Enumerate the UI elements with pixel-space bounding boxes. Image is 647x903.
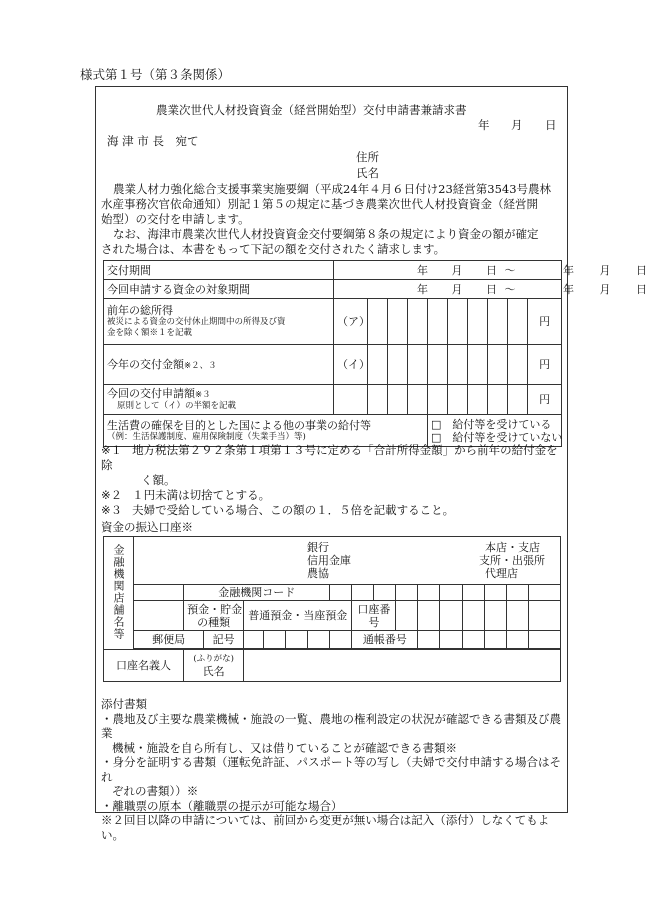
body-p2-l2: された場合は、本書をもって下記の額を交付されたく請求します。 [101, 242, 446, 256]
benefit-row [104, 415, 562, 447]
account-digit[interactable] [462, 601, 484, 631]
attachment-2-l1: ・身分を証明する書類（運転免許証、パスポート等の写し（夫婦で交付申請する場合はそれ [101, 755, 561, 784]
bank-table [103, 536, 561, 682]
digit-cell[interactable] [488, 299, 508, 345]
code-digit[interactable] [418, 585, 440, 601]
address-label: 住所 [356, 150, 379, 164]
body-p1-l3: 始型）の交付を申請します。 [101, 212, 250, 226]
code-digit[interactable] [462, 585, 484, 601]
holder-name-field[interactable] [244, 650, 561, 682]
blank-cell [134, 585, 184, 601]
prev-income-cell: 前年の総所得 被災による資金の交付休止期間中の所得及び資 金を除く額※１を記載 [104, 299, 334, 345]
digit-cell[interactable] [368, 299, 388, 345]
this-year-row [104, 345, 562, 385]
digit-cell[interactable] [448, 299, 468, 345]
digit-cell[interactable] [488, 345, 508, 385]
bank-type-2: 農協 [307, 567, 330, 580]
code-digit[interactable] [396, 585, 418, 601]
digit-cell[interactable] [428, 345, 448, 385]
target-period-label: 今回申請する資金の対象期間 [104, 280, 334, 299]
benefit-options[interactable] [428, 415, 562, 447]
period-range[interactable]: 年 月 日 ～ 年 月 日 [334, 261, 562, 280]
account-digit[interactable] [484, 601, 506, 631]
holder-label: 口座名義人 [104, 650, 184, 682]
digit-cell[interactable] [508, 299, 528, 345]
body-p1-l2: 水産事務次官依命通知）別記１第５の規定に基づき農業次世代人材投資資金（経営開 [101, 197, 538, 211]
account-digit[interactable] [528, 601, 560, 631]
benefit-cell: 生活費の確保を目的とした国による他の事業の給付等 （例：生活保護制度、雇用保険制度（失業手当）等) [104, 415, 428, 447]
blank-cell [334, 385, 368, 415]
digit-cell[interactable] [388, 345, 408, 385]
main-table [103, 260, 647, 447]
symbol-digit[interactable] [308, 631, 330, 649]
attachment-1-l2: 機械・施設を自ら所有し、又は借りていることが確認できる書類※ [112, 740, 457, 755]
passbook-digit[interactable] [484, 631, 506, 649]
attachment-2-l2: ぞれの書類））※ [112, 784, 199, 798]
account-digit[interactable] [418, 601, 440, 631]
code-label: 金融機関コード [184, 585, 330, 601]
bank-type-1: 信用金庫 [307, 554, 352, 567]
symbol-digit[interactable] [330, 631, 352, 649]
code-digit[interactable] [506, 585, 528, 601]
target-period-range[interactable]: 年 月 日 ～ 年 月 日 [334, 280, 562, 299]
code-digit[interactable] [330, 585, 352, 601]
digit-cell[interactable] [488, 385, 508, 415]
passbook-digit[interactable] [418, 631, 440, 649]
attachments [101, 697, 563, 842]
account-number-label: 口座番 号 [352, 601, 396, 631]
date-month: 月 [511, 118, 523, 132]
period-row [104, 261, 562, 280]
digit-cell[interactable] [508, 345, 528, 385]
blank-cell [134, 601, 184, 631]
digit-cell[interactable] [468, 299, 488, 345]
code-digit[interactable] [484, 585, 506, 601]
digit-cell[interactable] [428, 299, 448, 345]
attachment-note: ※２回目以降の申請については、前回から変更が無い場合は記入（添付）しなくてもよい。 [101, 813, 550, 842]
form-title: 農業次世代人材投資資金（経営開始型）交付申請書兼請求書 [156, 103, 467, 117]
digit-cell[interactable] [408, 299, 428, 345]
passbook-digit[interactable] [528, 631, 560, 649]
yen-unit: 円 [528, 345, 562, 385]
yen-unit: 円 [528, 299, 562, 345]
body-paragraph-1 [101, 182, 561, 257]
branch-type-0: 本店・支店 [485, 541, 541, 554]
body-p1-l1: 農業人材力強化総合支援事業実施要綱（平成24年４月６日付け23経営第3543号農林 [113, 182, 552, 196]
digit-cell[interactable] [368, 345, 388, 385]
passbook-digit[interactable] [462, 631, 484, 649]
benefit-option-no[interactable]: □ 給付等を受けていない [431, 430, 563, 444]
digit-cell[interactable] [448, 345, 468, 385]
passbook-digit[interactable] [506, 631, 528, 649]
benefit-option-yes[interactable]: □ 給付等を受けている [431, 417, 552, 431]
account-digit[interactable] [396, 601, 418, 631]
digit-cell[interactable] [428, 385, 448, 415]
symbol-digit[interactable] [264, 631, 286, 649]
body-p2-l1: なお、海津市農業次世代人材投資資金交付要綱第８条の規定により資金の額が確定 [113, 227, 539, 241]
this-request-cell: 今回の交付申請額※３ 原則として（イ）の半額を記載 [104, 385, 334, 415]
account-digit[interactable] [440, 601, 462, 631]
symbol-digit[interactable] [244, 631, 264, 649]
target-period-row [104, 280, 562, 299]
digit-cell[interactable] [508, 385, 528, 415]
branch-type-2: 代理店 [485, 567, 519, 580]
footnotes: ※１ 地方税法第２９２条第１項第１３号に定める「合計所得金額」から前年の給付金を除 く額。 ※２ １円未満は切捨てとする。 ※３ 夫婦で受給している場合、この額の１．５倍を記載すること。 [101, 443, 563, 518]
yen-unit: 円 [528, 385, 562, 415]
digit-cell[interactable] [468, 385, 488, 415]
this-year-cell: 今年の交付金額※２、３ [104, 345, 334, 385]
holder-name-label: (ふりがな) 氏名 [184, 650, 244, 682]
digit-cell[interactable] [388, 299, 408, 345]
institution-label: 金融機関店舗名等 [104, 537, 134, 650]
account-digit[interactable] [506, 601, 528, 631]
note-3: 夫婦で受給している場合、この額の１．５倍を記載すること。 [132, 503, 455, 517]
passbook-digit[interactable] [440, 631, 462, 649]
this-request-row [104, 385, 562, 415]
passbook-number-label: 通帳番号 [352, 631, 418, 649]
digit-cell[interactable] [388, 385, 408, 415]
deposit-options[interactable]: 普通預金・当座預金 [244, 601, 352, 631]
note-1-mark: ※１ [101, 443, 123, 457]
attachment-1-l1: ・農地及び主要な農業機械・施設の一覧、農地の権利設定の状況が確認できる書類及び農業 [101, 711, 561, 740]
digit-cell[interactable] [408, 345, 428, 385]
digit-cell[interactable] [408, 385, 428, 415]
symbol-digit[interactable] [286, 631, 308, 649]
institution-names[interactable] [134, 537, 561, 585]
mark-a: （ア） [334, 299, 368, 345]
digit-cell[interactable] [368, 385, 388, 415]
digit-cell[interactable] [468, 345, 488, 385]
prev-income-row [104, 299, 562, 345]
code-digit[interactable] [528, 585, 560, 601]
date-day: 日 [545, 118, 557, 132]
form-label: 様式第１号（第３条関係） [80, 67, 231, 82]
code-digit[interactable] [352, 585, 374, 601]
addressee: 海 津 市 長 宛て [107, 134, 199, 148]
note-1-l2: く額。 [141, 473, 176, 487]
attachment-3: ・離職票の原本（離職票の提示が可能な場合） [101, 798, 343, 813]
bank-heading: 資金の振込口座※ [101, 520, 193, 534]
note-1-l1: 地方税法第２９２条第１項第１３号に定める「合計所得金額」から前年の給付金を除 [101, 443, 558, 472]
deposit-kind-label: 預金・貯金 の種類 [184, 601, 244, 631]
name-label: 氏名 [356, 166, 379, 180]
note-2: １円未満は切捨てとする。 [132, 488, 271, 502]
branch-type-1: 支所・出張所 [479, 554, 546, 567]
post-office-label: 郵便局 [134, 631, 204, 649]
bank-type-0: 銀行 [307, 541, 330, 554]
code-digit[interactable] [440, 585, 462, 601]
code-digit[interactable] [374, 585, 396, 601]
symbol-label: 記号 [204, 631, 244, 649]
attachments-heading: 添付書類 [101, 697, 147, 711]
mark-i: （イ） [334, 345, 368, 385]
date-year: 年 [478, 118, 490, 132]
digit-cell[interactable] [448, 385, 468, 415]
period-label: 交付期間 [104, 261, 334, 280]
